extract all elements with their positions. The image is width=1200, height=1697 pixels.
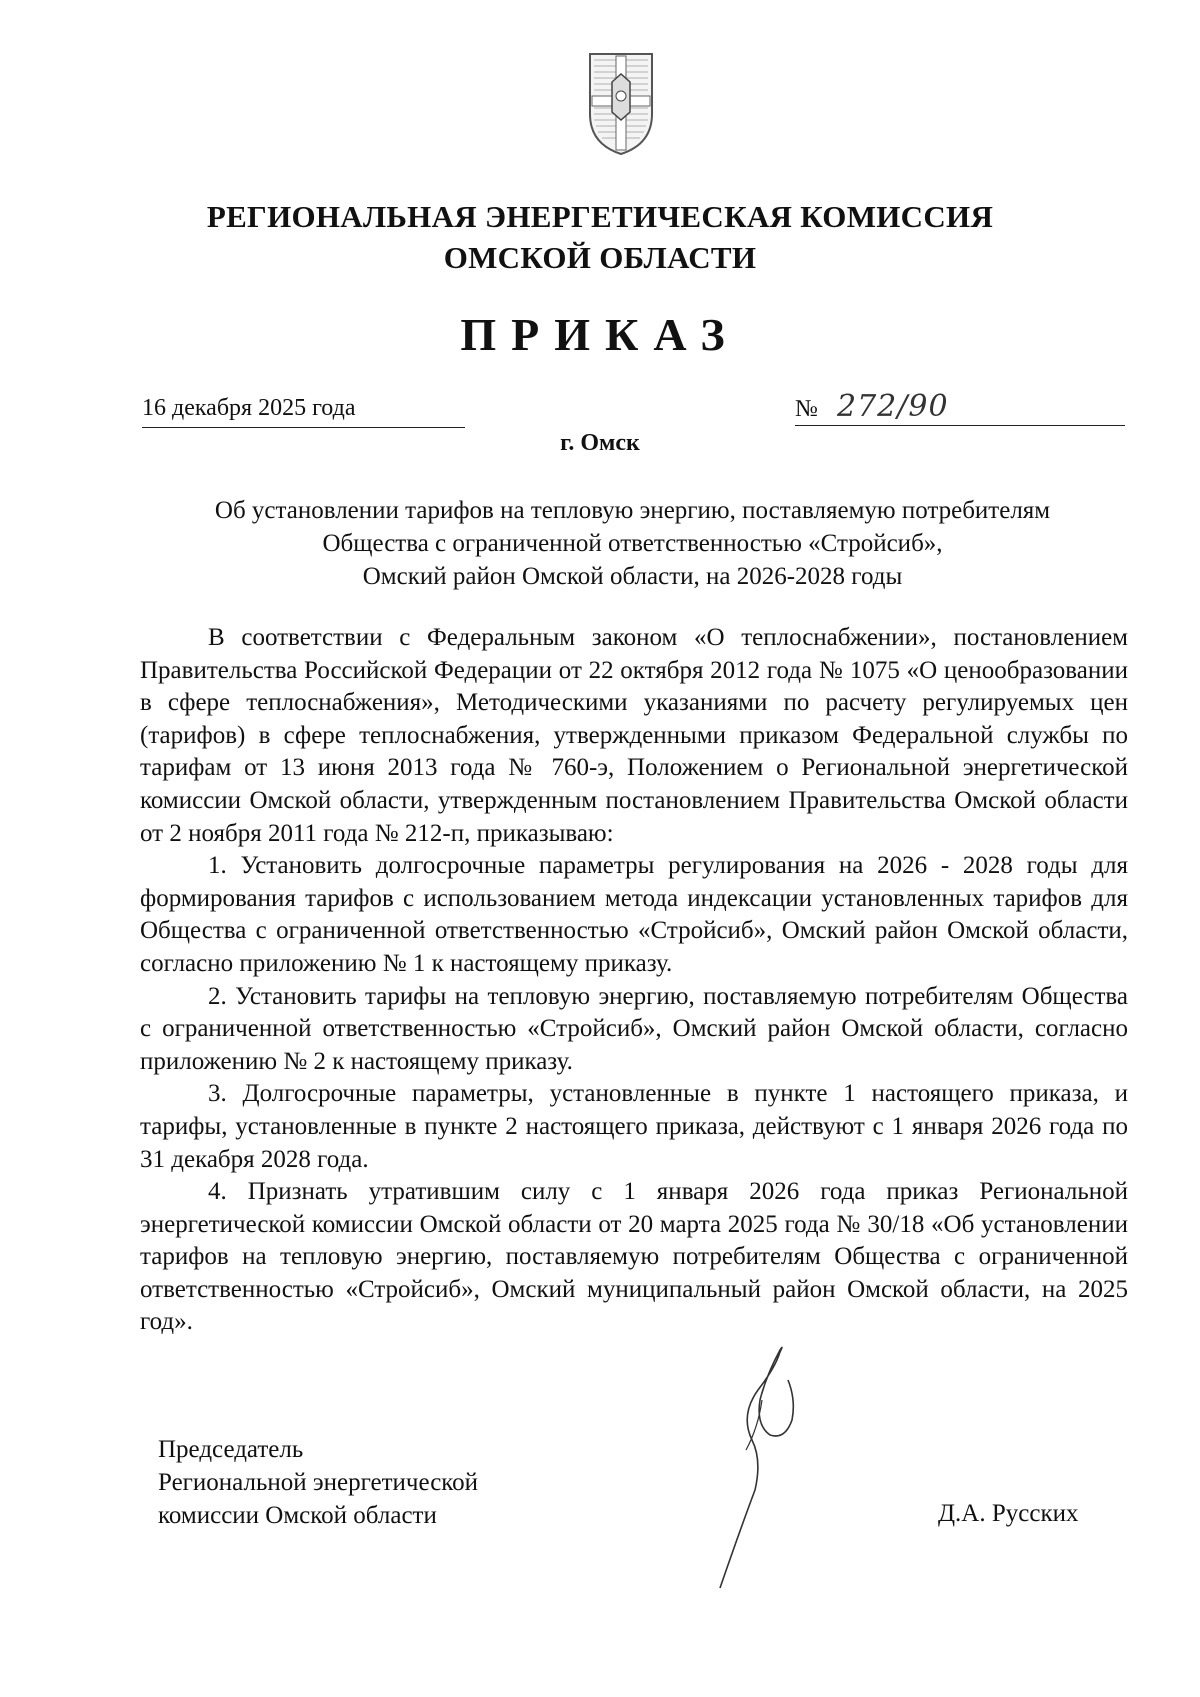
order-item: 1. Установить долгосрочные параметры регулирования на 2026 - 2028 годы для формирования тарифов с использованием метода индексации установленных тарифов для Общества с ограниченной ответственностью «Стройсиб», Омский район Омской области, согласно приложению № 1 к настоящему приказу. — [140, 852, 1128, 977]
document-city: г. Омск — [560, 430, 640, 456]
document-date: 16 декабря 2025 года — [142, 395, 465, 428]
signer-position-line: Региональной энергетической — [158, 1469, 479, 1496]
signer-position-line: комиссии Омской области — [158, 1502, 437, 1529]
signer-name: Д.А. Русских — [938, 1500, 1079, 1527]
document-body — [140, 622, 1128, 1339]
subject-line: Общества с ограниченной ответственностью «Стройсиб», — [322, 530, 943, 557]
signer-position-line: Председатель — [158, 1436, 304, 1463]
handwritten-signature-icon — [700, 1340, 840, 1590]
order-item: 3. Долгосрочные параметры, установленные в пункте 1 настоящего приказа, и тарифы, установленные в пункте 2 настоящего приказа, действуют с 1 января 2026 года по 31 декабря 2028 года. — [140, 1080, 1128, 1173]
organization-name-line-2: ОМСКОЙ ОБЛАСТИ — [443, 240, 757, 275]
subject-line: Омский район Омской области, на 2026-2028 годы — [362, 563, 903, 590]
order-item: 2. Установить тарифы на тепловую энергию, поставляемую потребителям Общества с ограниченной ответственностью «Стройсиб», Омский район Омской области, согласно приложению № 2 к настоящему приказу. — [140, 982, 1128, 1075]
document-number-field — [795, 389, 1125, 426]
coat-of-arms-icon — [586, 52, 656, 156]
document-subject — [140, 494, 1125, 593]
number-sign: № — [795, 396, 818, 422]
preamble-paragraph: В соответствии с Федеральным законом «О теплоснабжении», постановлением Правительства Российской Федерации от 22 октября 2012 года № 1075 «О ценообразовании в сфере теплоснабжения», Методическими указаниями по расчету регулируемых цен (тарифов) в сфере теплоснабжения, утвержденными приказом Федеральной службы по тарифам от 13 июня 2013 года № 760-э, Положением о Региональной энергетической комиссии Омской области, утвержденным постановлением Правительства Омской области от 2 ноября 2011 года № 212-п, приказываю: — [140, 624, 1128, 847]
document-type-title: ПРИКАЗ — [460, 309, 740, 360]
document-number-handwritten: 272/90 — [837, 389, 949, 424]
order-item: 4. Признать утратившим силу с 1 января 2026 года приказ Региональной энергетической комиссии Омской области от 20 марта 2025 года № 30/18 «Об установлении тарифов на тепловую энергию, поставляемую потребителям Общества с ограниченной ответственностью «Стройсиб», Омский муниципальный район Омской области, на 2025 год». — [140, 1178, 1128, 1336]
signer-position — [158, 1433, 478, 1532]
subject-line: Об установлении тарифов на тепловую энергию, поставляемую потребителям — [214, 497, 1051, 524]
organization-name-line-1: РЕГИОНАЛЬНАЯ ЭНЕРГЕТИЧЕСКАЯ КОМИССИЯ — [206, 199, 994, 234]
